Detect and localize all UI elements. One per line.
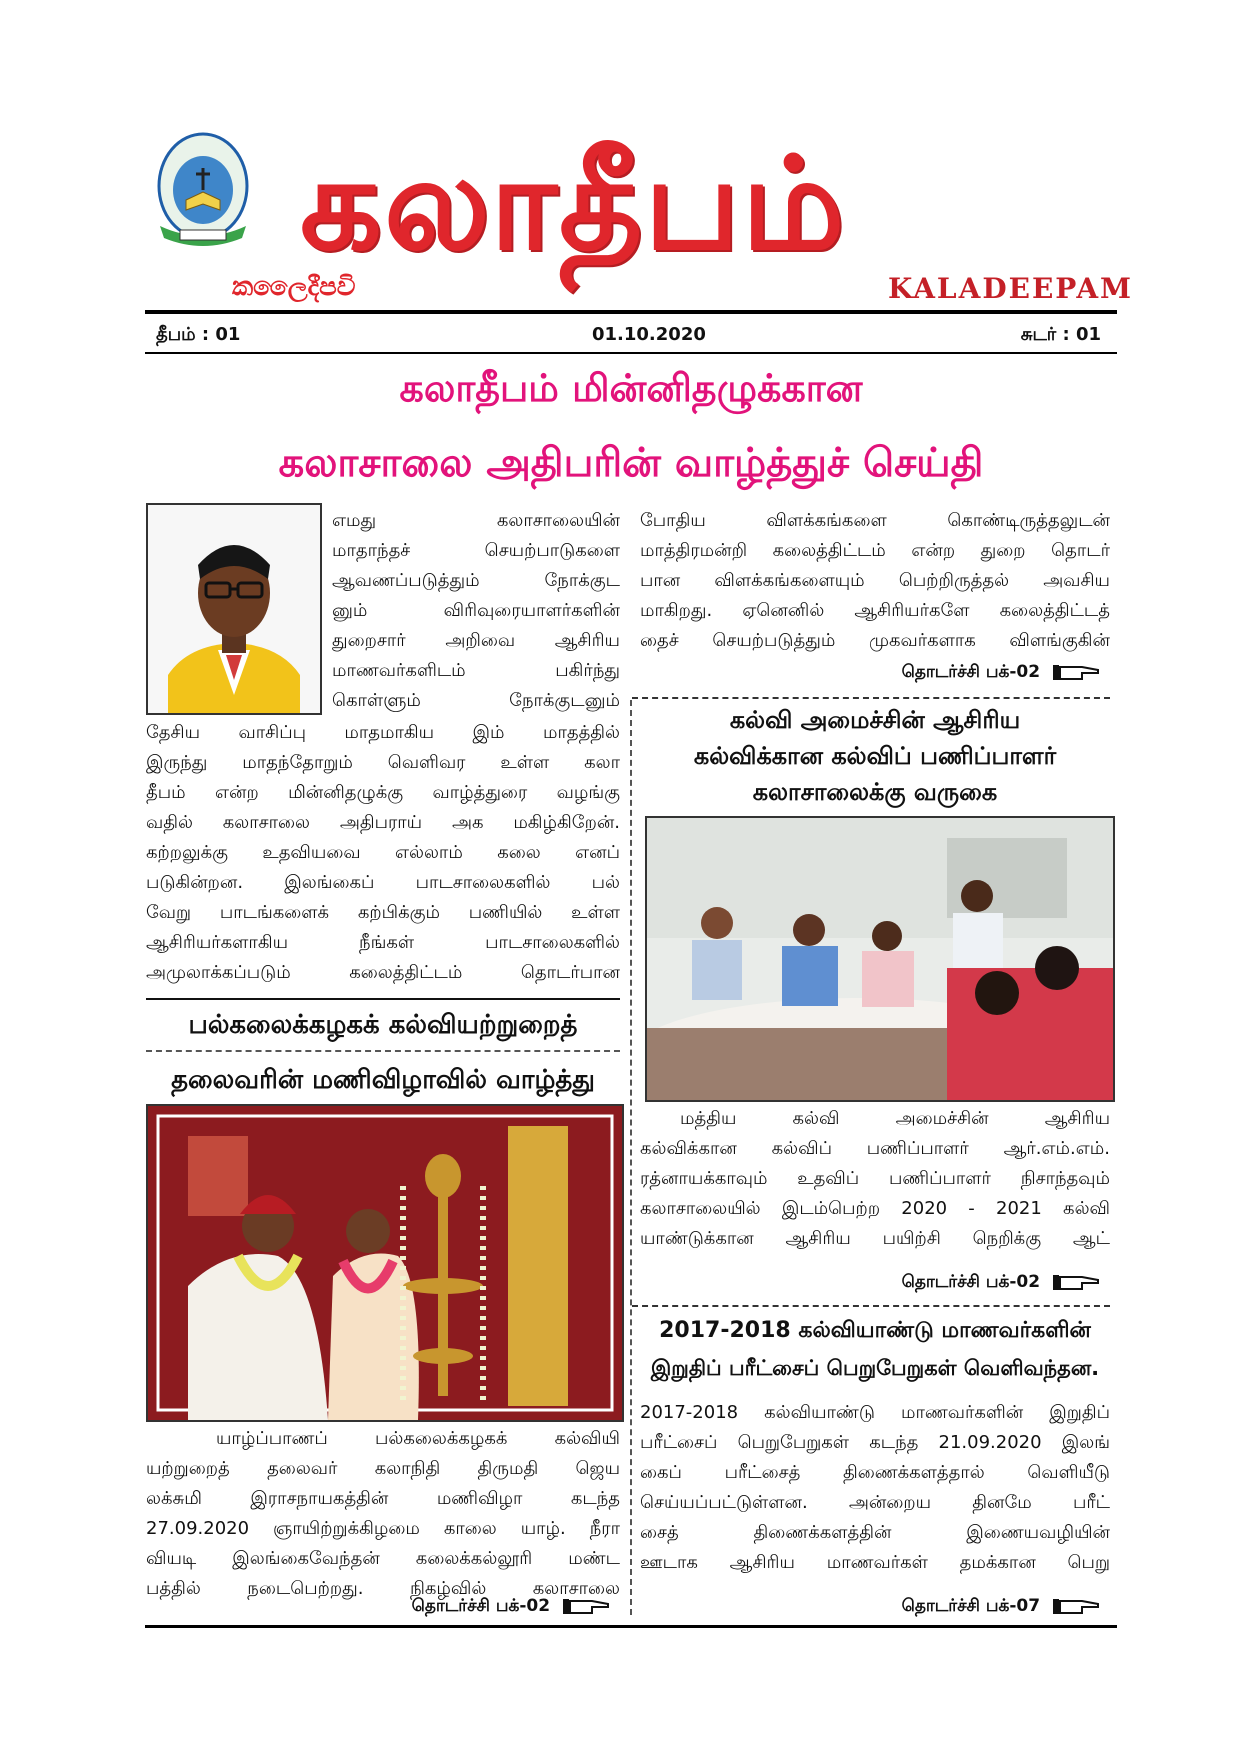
article-line: சைத் திணைக்களத்தின் இணையவழியின்: [640, 1522, 1110, 1543]
main-headline-line2: கலாசாலை அதிபரின் வாழ்த்துச் செய்தி: [278, 440, 984, 486]
results-headline-1: 2017-2018 கல்வியாண்டு மாணவர்களின்: [659, 1318, 1091, 1343]
results-body: [640, 1398, 1110, 1578]
masthead-english-title: KALADEEPAM: [888, 272, 1134, 305]
ministry-visit-body: [640, 1104, 1110, 1254]
pointing-hand-icon: [1052, 662, 1100, 682]
results-headline-2: இறுதிப் பரீட்சைப் பெறுபேறுகள் வெளிவந்தன.: [650, 1356, 1100, 1380]
issue-date: 01.10.2020: [592, 324, 706, 345]
article-line: மாணவர்களிடம் பகிர்ந்து: [332, 660, 620, 681]
article-line: னும் விரிவுரையாளர்களின்: [332, 600, 620, 621]
article-line: பான விளக்கங்களையும் பெற்றிருத்தல் அவசிய: [640, 570, 1110, 591]
article-line: தேசிய வாசிப்பு மாதமாகிய இம் மாதத்தில்: [146, 722, 620, 743]
ministry-visit-headline-1: கல்வி அமைச்சின் ஆசிரிய: [729, 706, 1021, 734]
article-line: மத்திய கல்வி அமைச்சின் ஆசிரிய: [680, 1108, 1110, 1129]
article-line: தைச் செயற்படுத்தும் முகவர்களாக விளங்குகின்: [640, 630, 1110, 651]
article-line: பரீட்சைப் பெறுபேறுகள் கடந்த 21.09.2020 இலங்: [640, 1432, 1110, 1453]
top-rule: [145, 310, 1117, 314]
ministry-visit-photo: [645, 816, 1115, 1102]
ministry-visit-headline-2: கல்விக்கான கல்விப் பணிப்பாளர்: [693, 742, 1057, 770]
article-line: கொள்ளும் நோக்குடனும்: [332, 690, 620, 711]
issue-rule: [145, 352, 1117, 354]
jubilee-photo: [146, 1104, 624, 1422]
principal-message-wrap: [332, 506, 620, 716]
article-line: அமுலாக்கப்படும் கலைத்திட்டம் தொடர்பான: [146, 962, 620, 983]
article-line: கற்றலுக்கு உதவியவை எல்லாம் கலை எனப்: [146, 842, 620, 863]
article-line: செய்யப்பட்டுள்ளன. அன்றைய தினமே பரீட்: [640, 1492, 1110, 1513]
article-line: பத்தில் நடைபெற்றது. நிகழ்வில் கலாசாலை: [146, 1578, 620, 1599]
jubilee-headline-box: [146, 998, 620, 1114]
masthead-title: கலாதீபம்: [300, 130, 847, 279]
article-line: தீபம் என்ற மின்னிதழுக்கு வாழ்த்துரை வழங்கு: [146, 782, 620, 803]
article-line: யாண்டுக்கான ஆசிரிய பயிற்சி நெறிக்கு ஆட்: [640, 1228, 1110, 1249]
principal-continued-link[interactable]: [760, 662, 1100, 684]
article-line: துறைசார் அறிவை ஆசிரிய: [332, 630, 620, 651]
jubilee-headline-1: பல்கலைக்கழகக் கல்வியற்றுறைத்: [146, 1000, 620, 1052]
article-line: மாதாந்தச் செயற்பாடுகளை: [332, 540, 620, 561]
ministry-visit-headline-3: கலாசாலைக்கு வருகை: [752, 778, 998, 806]
issue-info-row: [152, 324, 1107, 352]
article-line: எமது கலாசாலையின்: [332, 510, 620, 531]
article-line: வேறு பாடங்களைக் கற்பிக்கும் பணியில் உள்ள: [146, 902, 620, 923]
article-line: படுகின்றன. இலங்கைப் பாடசாலைகளில் பல்: [146, 872, 620, 893]
principal-photo: [146, 503, 322, 715]
jubilee-body: [146, 1424, 620, 1604]
pointing-hand-icon: [1052, 1272, 1100, 1292]
section-divider: [632, 697, 1110, 699]
college-logo: [150, 130, 256, 252]
article-line: வியடி இலங்கைவேந்தன் கலைக்கல்லூரி மண்ட: [146, 1548, 620, 1569]
article-line: லக்சுமி இராசநாயகத்தின் மணிவிழா கடந்த: [146, 1488, 620, 1509]
article-line: கலாசாலையில் இடம்பெற்ற 2020 - 2021 கல்வி: [640, 1198, 1110, 1219]
pointing-hand-icon: [562, 1596, 610, 1616]
continued-label: தொடர்ச்சி பக்-02: [901, 662, 1041, 682]
article-line: ரத்னாயக்காவும் உதவிப் பணிப்பாளர் நிசாந்தவும்: [640, 1168, 1110, 1189]
article-line: யாழ்ப்பாணப் பல்கலைக்கழகக் கல்வியி: [216, 1428, 620, 1449]
ministry-continued-link[interactable]: [760, 1272, 1100, 1294]
bottom-rule: [145, 1625, 1117, 1628]
article-line: போதிய விளக்கங்களை கொண்டிருத்தலுடன்: [640, 510, 1110, 531]
article-line: மாத்திரமன்றி கலைத்திட்டம் என்ற துறை தொடர்: [640, 540, 1110, 561]
main-headline-line1: கலாதீபம் மின்னிதழுக்கான: [399, 366, 863, 410]
principal-message-body: [146, 718, 620, 988]
jubilee-headline-2: தலைவரின் மணிவிழாவில் வாழ்த்து: [171, 1065, 595, 1095]
jubilee-continued-link[interactable]: [260, 1596, 610, 1618]
article-line: 2017-2018 கல்வியாண்டு மாணவர்களின் இறுதிப்: [640, 1402, 1110, 1423]
article-line: ஊடாக ஆசிரிய மாணவர்கள் தமக்கான பெறு: [640, 1552, 1110, 1573]
continued-label: தொடர்ச்சி பக்-02: [901, 1272, 1041, 1292]
issue-volume: தீபம் : 01: [156, 324, 241, 345]
article-line: வதில் கலாசாலை அதிபராய் அக மகிழ்கிறேன்.: [146, 812, 620, 833]
article-line: இருந்து மாதந்தோறும் வெளிவர உள்ள கலா: [146, 752, 620, 773]
article-line: ஆசிரியர்களாகிய நீங்கள் பாடசாலைகளில்: [146, 932, 620, 953]
continued-label: தொடர்ச்சி பக்-07: [901, 1596, 1041, 1616]
continued-label: தொடர்ச்சி பக்-02: [411, 1596, 551, 1616]
article-line: 27.09.2020 ஞாயிற்றுக்கிழமை காலை யாழ். நீரா: [146, 1518, 620, 1539]
article-line: மாகிறது. ஏனெனில் ஆசிரியர்களே கலைத்திட்டத்: [640, 600, 1110, 621]
masthead-sinhala-title: කලෛදීපවි: [232, 272, 356, 302]
article-line: யற்றுறைத் தலைவர் கலாநிதி திருமதி ஜெய: [146, 1458, 620, 1479]
article-line: ஆவணப்படுத்தும் நோக்குட: [332, 570, 620, 591]
article-line: கல்விக்கான கல்விப் பணிப்பாளர் ஆர்.எம்.எம்.: [640, 1138, 1110, 1159]
results-continued-link[interactable]: [760, 1596, 1100, 1618]
article-line: கைப் பரீட்சைத் திணைக்களத்தால் வெளியீடு: [640, 1462, 1110, 1483]
issue-flame: சுடர் : 01: [1020, 324, 1101, 345]
principal-message-right: [640, 506, 1110, 656]
section-divider: [632, 1305, 1110, 1307]
pointing-hand-icon: [1052, 1596, 1100, 1616]
column-divider: [630, 700, 632, 1615]
